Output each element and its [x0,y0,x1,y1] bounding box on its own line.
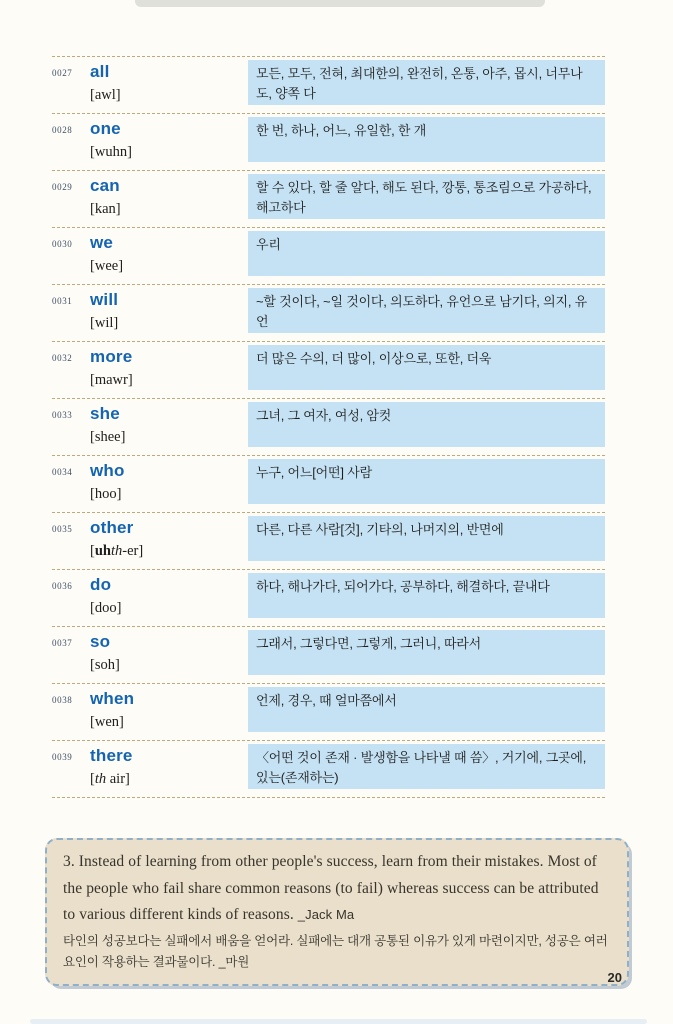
entry-number: 0038 [52,695,73,705]
vocab-entry-row [52,455,605,512]
entry-definition: 더 많은 수의, 더 많이, 이상으로, 또한, 더욱 [248,345,605,390]
quote-box [45,838,629,986]
entry-definition: 모든, 모두, 전혀, 최대한의, 완전히, 온통, 아주, 몹시, 너무나도, 양쪽 다 [248,60,605,105]
entry-word: so [90,632,111,651]
quote-attribution-korean: _마원 [218,955,250,970]
entry-word-column [90,60,248,105]
vocab-entry-row [52,569,605,626]
entry-definition: ~할 것이다, ~일 것이다, 의도하다, 유언으로 남기다, 의지, 유언 [248,288,605,333]
bottom-scan-edge [30,1019,647,1024]
entry-word: one [90,119,121,138]
entry-pronunciation: [awl] [90,87,121,104]
entry-definition: 〈어떤 것이 존재 · 발생함을 나타낼 때 씀〉, 거기에, 그곳에, 있는(존재하는) [248,744,605,789]
entry-word: other [90,518,134,537]
vocab-entry-row [52,170,605,227]
vocab-entry-row [52,512,605,569]
entry-pronunciation: [hoo] [90,486,122,503]
entry-number: 0035 [52,524,73,534]
entry-word-column [90,687,248,732]
entry-pronunciation: [wee] [90,258,124,275]
vocab-list [52,56,605,798]
entry-number: 0030 [52,239,73,249]
entry-word: we [90,233,114,252]
entry-number: 0031 [52,296,73,306]
entry-number: 0028 [52,125,73,135]
entry-number: 0037 [52,638,73,648]
entry-word: can [90,176,120,195]
entry-pronunciation: [mawr] [90,372,133,389]
vocab-entry-row [52,56,605,113]
entry-number: 0027 [52,68,73,78]
entry-word-column [90,630,248,675]
entry-definition: 하다, 해나가다, 되어가다, 공부하다, 해결하다, 끝내다 [248,573,605,618]
entry-definition: 한 번, 하나, 어느, 유일한, 한 개 [248,117,605,162]
vocab-entry-row [52,740,605,797]
entry-definition: 그녀, 그 여자, 여성, 암컷 [248,402,605,447]
vocab-entry-row [52,284,605,341]
entry-definition: 할 수 있다, 할 줄 알다, 해도 된다, 깡통, 통조림으로 가공하다, 해고하다 [248,174,605,219]
entry-word: who [90,461,125,480]
entry-word: do [90,575,112,594]
entry-word-column [90,231,248,276]
entry-word-column [90,459,248,504]
vocab-entry-row [52,683,605,740]
entry-definition: 그래서, 그렇다면, 그렇게, 그러니, 따라서 [248,630,605,675]
vocab-entry-row [52,626,605,683]
entry-pronunciation: [doo] [90,600,122,617]
entry-pronunciation: [uhth-er] [90,543,144,560]
vocab-entry-row [52,113,605,170]
entry-word: when [90,689,135,708]
top-scan-edge [135,0,545,7]
entry-word: more [90,347,133,366]
entry-definition: 언제, 경우, 때 얼마쯤에서 [248,687,605,732]
entry-word: there [90,746,133,765]
entry-pronunciation: [th air] [90,771,130,788]
page-number: 20 [607,970,622,985]
quote-korean-text: 타인의 성공보다는 실패에서 배움을 얻어라. 실패에는 대개 공통된 이유가 있게 마련이지만, 성공은 여러 요인이 작용하는 결과물이다. [63,933,608,970]
vocab-entry-row [52,341,605,398]
entry-word-column [90,573,248,618]
entry-word-column [90,744,248,789]
vocab-entry-row [52,227,605,284]
entry-number: 0039 [52,752,73,762]
entry-word: she [90,404,120,423]
entry-pronunciation: [wen] [90,714,124,731]
entry-word-column [90,345,248,390]
entry-definition: 다른, 다른 사람[것], 기타의, 나머지의, 반면에 [248,516,605,561]
quote-english-text: 3. Instead of learning from other people's success, learn from their mistakes. Most of the people who fail share common reasons (to fail) whereas success can be attributed to various different kinds of reasons. [63,853,599,924]
entry-pronunciation: [wil] [90,315,119,332]
entry-number: 0032 [52,353,73,363]
entry-number: 0034 [52,467,73,477]
entry-definition: 누구, 어느[어떤] 사람 [248,459,605,504]
vocab-entry-row [52,398,605,455]
quote-attribution-english: _Jack Ma [297,907,355,923]
entry-word-column [90,402,248,447]
entry-pronunciation: [soh] [90,657,120,674]
entry-word: all [90,62,110,81]
entry-word-column [90,288,248,333]
entry-number: 0029 [52,182,73,192]
entry-number: 0033 [52,410,73,420]
entry-word-column [90,516,248,561]
entry-number: 0036 [52,581,73,591]
quote-english [63,849,611,929]
entry-pronunciation: [wuhn] [90,144,132,161]
entry-word: will [90,290,119,309]
entry-word-column [90,117,248,162]
entry-definition: 우리 [248,231,605,276]
entry-pronunciation: [shee] [90,429,126,446]
entry-word-column [90,174,248,219]
quote-korean [63,931,611,974]
entry-pronunciation: [kan] [90,201,121,218]
